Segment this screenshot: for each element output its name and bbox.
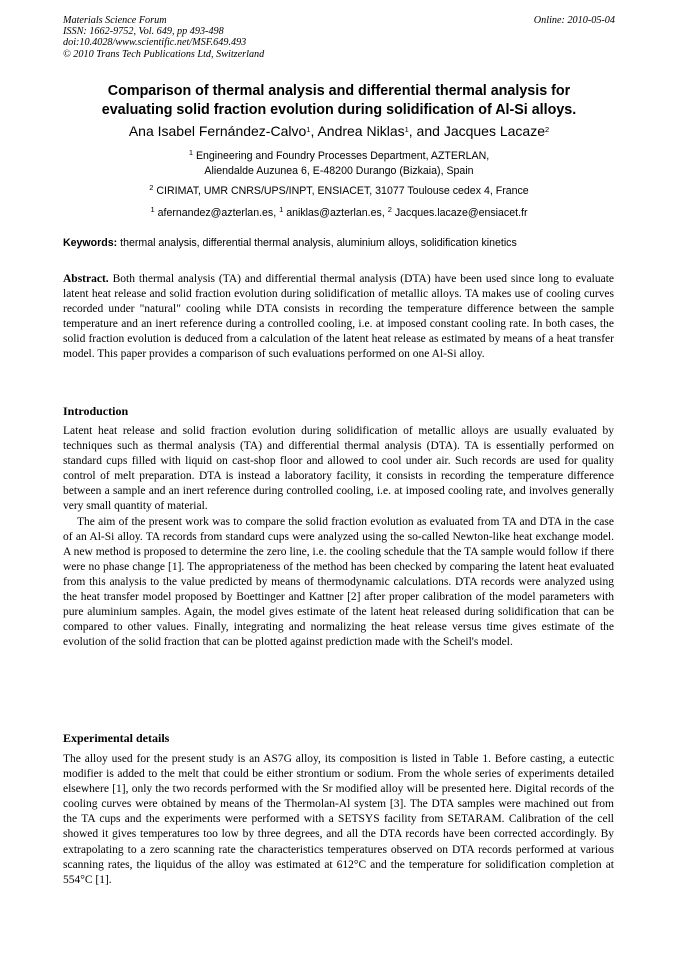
author-affiliation-mark: 1 bbox=[306, 125, 311, 134]
email-link[interactable]: aniklas@azterlan.es bbox=[286, 207, 382, 219]
keywords-label: Keywords: bbox=[63, 237, 118, 249]
abstract-label: Abstract. bbox=[63, 273, 109, 285]
journal-name: Materials Science Forum bbox=[63, 15, 167, 26]
author-emails: $^1$ afernandez@azterlan.es, $^1$ aniklas@azterlan.es, $^2$ Jacques.lacaze@ensiacet.fr bbox=[150, 205, 528, 219]
paper-title bbox=[40, 82, 638, 119]
email-link[interactable]: Jacques.lacaze@ensiacet.fr bbox=[394, 207, 528, 219]
title-line-2: evaluating solid fraction evolution during solidification of Al-Si alloys. bbox=[101, 101, 577, 118]
author-name: Ana Isabel Fernández-Calvo bbox=[128, 123, 307, 139]
keywords bbox=[63, 236, 623, 250]
journal-header bbox=[63, 15, 615, 60]
author-name: Jacques Lacaze bbox=[443, 123, 545, 139]
abstract bbox=[63, 272, 614, 363]
title-line-1: Comparison of thermal analysis and differential thermal analysis for bbox=[107, 83, 571, 99]
author-affiliation-mark: 2 bbox=[545, 125, 550, 134]
author-name: Andrea Niklas bbox=[317, 123, 405, 139]
paragraph: Latent heat release and solid fraction evolution during solidification of metallic alloys are usually evaluated by techniques such as thermal analysis (TA) and differential thermal analysis (DTA). TA is essentially performed on standard cups filled with liquid on cast-shop floor and allowed to cool under air. Such records are used for quality control of melt preparation. DTA is instead a laboratory facility, it consists in recording the temperature difference between a sample and an inert reference during controlled cooling, i.e. at imposed cooling rate, and involves generally very small quantity of material. bbox=[63, 425, 614, 513]
paragraph: The aim of the present work was to compare the solid fraction evolution as evaluated from TA and DTA in the case of an Al-Si alloy. TA records from standard cups were analyzed using the so-called Newton-like heat exchange model. A new method is proposed to determine the zero line, i.e. the cooling schedule that the TA sample would follow if there were no phase change [1]. The appropriateness of the method has been checked by comparing the latent heat evaluated from this analysis to the value predicted by means of thermodynamic calculations. DTA records were analyzed using the heat transfer model proposed by Boettinger and Kattner [2] after proper calibration of the model parameters with pure aluminium samples. Again, the model gives estimate of the latent heat released during solidification that can be compared to other values. Finally, integrating and normalizing the heat release versus time gives estimate of the evolution of the solid fraction that can be plotted against prediction made with the Scheil's model. bbox=[63, 515, 614, 649]
abstract-text: Both thermal analysis (TA) and differential thermal analysis (DTA) have been used since long to evaluate latent heat release and solid fraction evolution during solidification of metallic alloys. TA makes use of cooling curves recorded under "natural" cooling while DTA consists in recording the temperature difference between the sample temperature and an inert reference during a controlled cooling, i.e. at imposed constant cooling rate. In both cases, the solid fraction evolution is deduced from a calculation of the latent heat release as estimated by means of a heat transfer model. This paper provides a comparison of such evaluations performed on one Al-Si alloy. bbox=[63, 273, 615, 361]
author-affiliation-mark: 1 bbox=[404, 125, 409, 134]
journal-doi: doi:10.4028/www.scientific.net/MSF.649.493 bbox=[63, 37, 247, 49]
affiliation-1: $^1$ Engineering and Foundry Processes Department, AZTERLAN, Aliendalde Auzunea 6, E-48200 Durango (Bizkaia), Spain bbox=[188, 148, 490, 177]
email-link[interactable]: afernandez@azterlan.es bbox=[157, 207, 274, 219]
keywords-text: thermal analysis, differential thermal analysis, aluminium alloys, solidification kinetics bbox=[120, 237, 517, 249]
affiliation-2: $^2$ CIRIMAT, UMR CNRS/UPS/INPT, ENSIACET, 31077 Toulouse cedex 4, France bbox=[149, 183, 529, 197]
author-list: Ana Isabel Fernández-Calvo$^1$, Andrea Niklas$^1$, and Jacques Lacaze$^2$ bbox=[128, 123, 550, 139]
paragraph: The alloy used for the present study is an AS7G alloy, its composition is listed in Table 1. Before casting, a eutectic modifier is added to the melt that could be either strontium or sodium. From the whole series of experiments detailed elsewhere [1], only the two records performed with the Sr modified alloy will be presented here. Digital records of the cooling curves were obtained by means of the Thermolan-Al system [3]. The DTA samples were machined out from the TA cups and the experiments were performed with a SETSYS facility from SETARAM. Calibration of the cell showed it gives temperatures too low by three degrees, and all the DTA records have been corrected accordingly. By extrapolating to a zero scanning rate the characteristics temperatures observed on DTA records performed at various scanning rates, the liquidus of the alloy was estimated at 612°C and the temperature for solidification completion at 554°C [1]. bbox=[63, 753, 614, 886]
journal-issn: ISSN: 1662-9752, Vol. 649, pp 493-498 bbox=[63, 26, 224, 38]
online-date: Online: 2010-05-04 bbox=[533, 15, 615, 26]
section-heading-experimental: Experimental details bbox=[63, 731, 170, 745]
journal-copyright: © 2010 Trans Tech Publications Ltd, Switzerland bbox=[63, 48, 265, 60]
section-heading-introduction: Introduction bbox=[63, 404, 129, 418]
experimental-body bbox=[63, 752, 614, 888]
introduction-body bbox=[63, 424, 614, 650]
